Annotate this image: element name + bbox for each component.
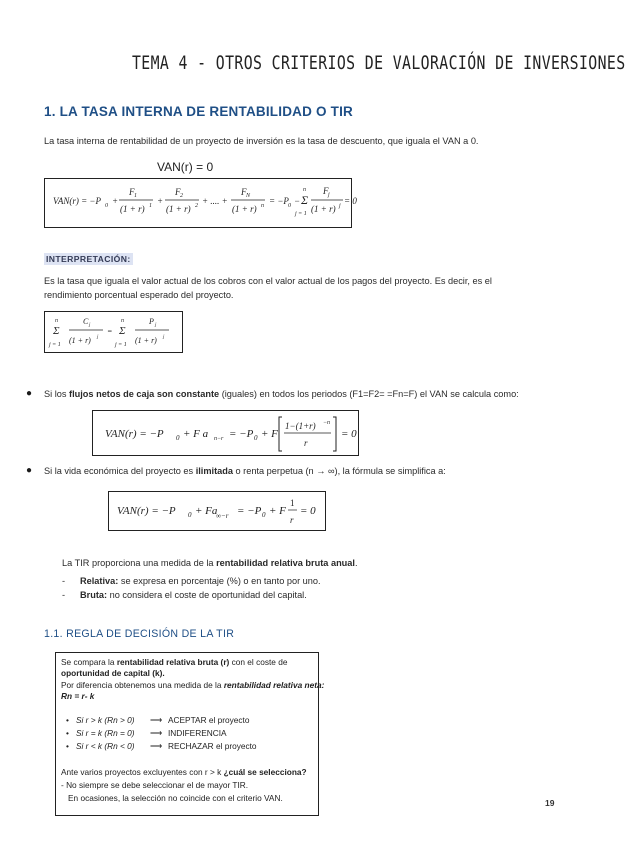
svg-text:+ Fa: + Fa — [195, 505, 218, 517]
svg-text:j: j — [163, 335, 165, 340]
rule-item-indifference: • Si r = k (Rn = 0) ⟶ INDIFERENCIA — [66, 728, 227, 738]
svg-text:(1 + r): (1 + r) — [166, 204, 191, 214]
rule-line-3: Por diferencia obtenemos una medida de la rentabilidad relativa neta: — [61, 680, 325, 690]
formula-label: VAN(r) = 0 — [157, 160, 214, 174]
rule-item-accept: • Si r > k (Rn > 0) ⟶ ACEPTAR el proyecto — [66, 715, 250, 725]
rule-note-2: En ocasiones, la selección no coincide con el criterio VAN. — [68, 793, 283, 803]
perpetuity-van-formula — [109, 492, 325, 530]
svg-text:j = 1: j = 1 — [115, 342, 127, 348]
svg-text:Σ: Σ — [119, 325, 126, 337]
decision-rule-box — [55, 652, 325, 816]
rule-question: Ante varios proyectos excluyentes con r > k ¿cuál se selecciona? — [61, 767, 307, 777]
page-title: TEMA 4 - OTROS CRITERIOS DE VALORACIÓN DE INVERSIONES — [132, 52, 626, 74]
svg-text:+ F a: + F a — [183, 428, 209, 440]
arrow-icon: ⟶ — [150, 715, 162, 725]
svg-text:2: 2 — [180, 193, 183, 199]
svg-text:= 0: = 0 — [344, 196, 357, 206]
page-number: 19 — [545, 798, 555, 808]
list-item-relativa: - Relativa: se expresa en porcentaje (%) o en tanto por uno. — [62, 576, 321, 586]
interpretation-text-1: Es la tasa que iguala el valor actual de los cobros con el valor actual de los pagos del proyecto. Es decir, es el — [44, 276, 492, 286]
svg-text:+: + — [112, 196, 119, 206]
tir-measure-text: La TIR proporciona una medida de la rentabilidad relativa bruta anual. — [62, 558, 358, 568]
svg-text:= 0: = 0 — [341, 428, 357, 440]
svg-text:= −P: = −P — [229, 428, 254, 440]
svg-text:n: n — [261, 203, 264, 209]
svg-text:Σ: Σ — [301, 193, 309, 207]
svg-text:−: − — [294, 196, 301, 206]
svg-text:(1 + r): (1 + r) — [120, 204, 145, 214]
annuity-van-formula — [93, 411, 358, 455]
svg-text:−n: −n — [323, 420, 331, 426]
svg-text:+ F: + F — [269, 505, 286, 517]
svg-text:(1 + r): (1 + r) — [69, 336, 91, 345]
svg-text:VAN(r) = −P: VAN(r) = −P — [105, 428, 164, 440]
rule-item-reject: • Si r < k (Rn < 0) ⟶ RECHAZAR el proyecto — [66, 741, 257, 751]
svg-text:0: 0 — [176, 434, 180, 442]
svg-text:(1 + r): (1 + r) — [311, 204, 336, 214]
svg-text:= −P: = −P — [269, 196, 289, 206]
equality-formula-box — [44, 311, 183, 353]
svg-text:n: n — [121, 318, 124, 324]
svg-text:j: j — [97, 335, 99, 340]
bullet-icon: ● — [26, 388, 33, 399]
van-formula-box — [44, 178, 357, 228]
annuity-formula-box — [92, 410, 359, 456]
arrow-icon: ⟶ — [150, 728, 162, 738]
svg-text:C: C — [83, 317, 89, 326]
cobros-pagos-formula — [45, 312, 182, 352]
svg-text:(1 + r): (1 + r) — [232, 204, 257, 214]
svg-text:j = 1: j = 1 — [49, 342, 61, 348]
svg-text:0: 0 — [288, 203, 291, 209]
svg-text:Σ: Σ — [53, 325, 60, 337]
rule-line-1: Se compara la rentabilidad relativa bruta (r) con el coste de — [61, 657, 288, 667]
interpretation-label: INTERPRETACIÓN: — [46, 254, 131, 264]
van-sum-formula — [45, 179, 357, 227]
svg-text:j: j — [155, 323, 157, 328]
bullet-perpetual: Si la vida económica del proyecto es ilimitada o renta perpetua (n → ∞), la fórmula se simplifica a: — [44, 466, 446, 476]
svg-text:+: + — [157, 196, 164, 206]
svg-text:1: 1 — [149, 203, 152, 209]
perpetuity-formula-box — [108, 491, 326, 531]
svg-text:(1 + r): (1 + r) — [135, 336, 157, 345]
svg-text:F: F — [323, 186, 329, 196]
svg-text:= 0: = 0 — [300, 505, 316, 517]
svg-text:n: n — [55, 318, 58, 324]
svg-text:j: j — [89, 323, 91, 328]
svg-text:F: F — [175, 187, 181, 197]
svg-text:1: 1 — [134, 193, 137, 199]
rule-line-4: Rn = r- k — [61, 691, 95, 701]
svg-text:VAN(r) = −P: VAN(r) = −P — [53, 196, 101, 206]
svg-text:n−r: n−r — [214, 436, 224, 442]
svg-text:j: j — [339, 203, 341, 209]
svg-text:0: 0 — [254, 434, 258, 442]
svg-text:j = 1: j = 1 — [295, 211, 307, 217]
svg-text:=: = — [107, 327, 113, 336]
bullet-constant-flows: Si los flujos netos de caja son constante (iguales) en todos los periodos (F1=F2= =Fn=F) el VAN se calcula como: — [44, 389, 519, 399]
svg-text:N: N — [246, 193, 251, 199]
svg-text:0: 0 — [188, 511, 192, 519]
rule-note-1: - No siempre se debe seleccionar el de mayor TIR. — [61, 780, 249, 790]
section-heading-tir: 1. LA TASA INTERNA DE RENTABILIDAD O TIR — [44, 104, 353, 119]
svg-text:j: j — [328, 192, 330, 198]
svg-text:+ F: + F — [261, 428, 278, 440]
svg-text:0: 0 — [262, 511, 266, 519]
svg-text:F: F — [129, 187, 135, 197]
svg-text:1: 1 — [290, 498, 295, 508]
arrow-icon: ⟶ — [150, 741, 162, 751]
svg-text:VAN(r) = −P: VAN(r) = −P — [117, 505, 176, 517]
svg-text:2: 2 — [195, 203, 198, 209]
svg-text:F: F — [241, 187, 247, 197]
svg-text:1−(1+r): 1−(1+r) — [285, 421, 316, 431]
intro-paragraph: La tasa interna de rentabilidad de un proyecto de inversión es la tasa de descuento, que iguala el VAN a 0. — [44, 136, 479, 146]
rule-line-2: oportunidad de capital (k). — [61, 668, 165, 678]
svg-text:r: r — [290, 515, 294, 525]
svg-text:∞−r: ∞−r — [216, 512, 229, 520]
svg-text:= −P: = −P — [237, 505, 262, 517]
svg-text:P: P — [149, 317, 154, 326]
interpretation-text-2: rendimiento porcentual esperado del proyecto. — [44, 290, 234, 300]
list-item-bruta: - Bruta: no considera el coste de oportunidad del capital. — [62, 590, 307, 600]
section-heading-decision-rule: 1.1. REGLA DE DECISIÓN DE LA TIR — [44, 628, 235, 640]
svg-text:r: r — [304, 438, 308, 448]
svg-text:+ .... +: + .... + — [202, 196, 228, 206]
bullet-icon: ● — [26, 465, 33, 476]
svg-text:0: 0 — [105, 203, 108, 209]
svg-text:n: n — [303, 187, 306, 193]
